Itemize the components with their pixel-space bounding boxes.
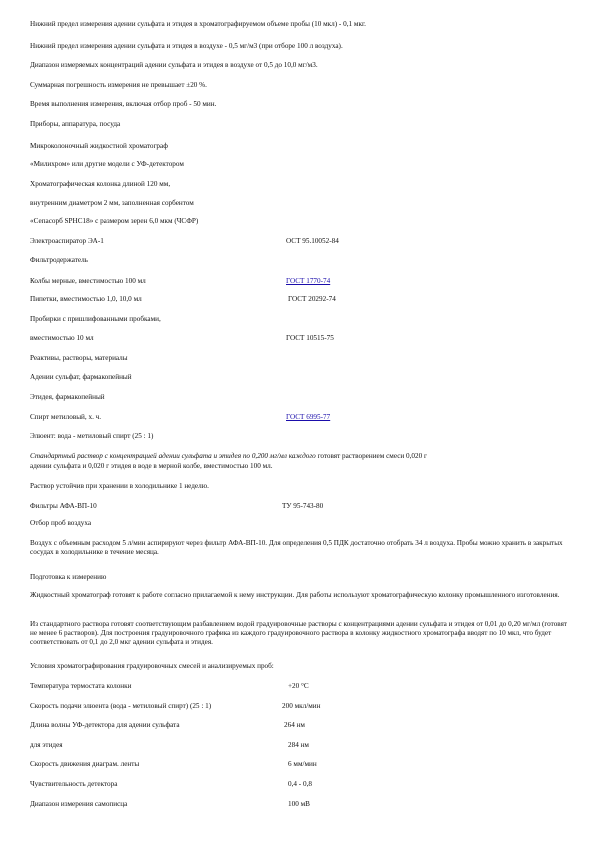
condition-value: 0,4 - 0,8 xyxy=(288,780,312,788)
aspirator: Электроаспиратор ЭА-1 xyxy=(30,237,104,245)
filter-holder: Фильтродержатель xyxy=(30,256,88,264)
equipment-line-1: Микроколоночный жидкостной хроматограф xyxy=(30,142,168,150)
condition-label: Чувствительность детектора xyxy=(30,780,118,788)
sampling-heading: Отбор проб воздуха xyxy=(30,519,92,527)
condition-value: 284 нм xyxy=(288,741,309,749)
condition-value: 6 мм/мин xyxy=(288,760,317,768)
solution-stability: Раствор устойчив при хранении в холодильнике 1 неделю. xyxy=(30,482,209,490)
pipettes: Пипетки, вместимостью 1,0, 10,0 мл xyxy=(30,295,142,303)
equipment-line-4: внутренним диаметром 2 мм, заполненная сорбентом xyxy=(30,199,194,207)
reagent-3: Спирт метиловый, х. ч. xyxy=(30,413,102,421)
tubes-capacity: вместимостью 10 мл xyxy=(30,334,94,342)
reagents-heading: Реактивы, растворы, материалы xyxy=(30,354,128,362)
equipment-line-2: «Милихром» или другие модели с УФ-детектором xyxy=(30,160,184,168)
preparation-paragraph-2: Из стандартного раствора готовят соответствующим разбавлением водой градуировочные растворы с концентрациями адении сульфата и этидея от 0,01 до 0,20 мг/мл (готовят не менее 6 растворов). Для построения градуировочного графика из каждого градуировочного раствора в колонку жидкостного хроматографа вводят по 10 мкл, что будет соответствовать от 0,1 до 2,0 мкг адении сульфата и этидея. xyxy=(30,620,568,646)
total-error: Суммарная погрешность измерения не превышает ±20 %. xyxy=(30,81,207,89)
equipment-line-3: Хроматографическая колонка длиной 120 мм, xyxy=(30,180,171,188)
standard-solution-line-2: адении сульфата и 0,020 г этидея в воде в мерной колбе, вместимостью 100 мл. xyxy=(30,462,273,470)
tubes-standard: ГОСТ 10515-75 xyxy=(286,334,334,342)
preparation-paragraph-1: Жидкостный хроматограф готовят к работе согласно прилагаемой к нему инструкции. Для работы используют хроматографическую колонку промышленного изготовления. xyxy=(30,591,560,599)
condition-label: Скорость движения диаграм. ленты xyxy=(30,760,140,768)
measurement-range: Диапазон измеряемых концентраций адении сульфата и этидея в воздухе от 0,5 до 10,0 мг/м3. xyxy=(30,61,318,69)
methanol-standard-link[interactable]: ГОСТ 6995-77 xyxy=(286,413,331,421)
flasks-standard-link[interactable]: ГОСТ 1770-74 xyxy=(286,277,331,285)
tubes: Пробирки с пришлифованными пробками, xyxy=(30,315,161,323)
condition-value: +20 °С xyxy=(288,682,309,690)
lower-limit-air: Нижний предел измерения адении сульфата и этидея в воздухе - 0,5 мг/м3 (при отборе 100 л воздуха). xyxy=(30,42,343,50)
condition-label: Диапазон измерения самописца xyxy=(30,800,128,808)
reagent-1: Адении сульфат, фармакопейный xyxy=(30,373,132,381)
aspirator-standard: ОСТ 95.10052-84 xyxy=(286,237,339,245)
filters: Фильтры АФА-ВП-10 xyxy=(30,502,97,510)
condition-value: 100 мВ xyxy=(288,800,310,808)
condition-value: 200 мкл/мин xyxy=(282,702,321,710)
standard-solution-italic: Стандартный раствор с концентрацией адении сульфата и этидея по 0,200 мг/мл каждого xyxy=(30,452,316,460)
filters-standard: ТУ 95-743-80 xyxy=(282,502,324,510)
reagent-2: Этидея, фармакопейный xyxy=(30,393,105,401)
equipment-line-5: «Сепасорб SPHC18» с размером зерен 6,0 мкм (ЧСФР) xyxy=(30,217,199,225)
sampling-text: Воздух с объемным расходом 5 л/мин аспирируют через фильтр АФА-ВП-10. Для определения 0,5 ПДК достаточно отобрать 34 л воздуха. Пробы можно хранить в закрытых сосудах в холодильнике в течение месяца. xyxy=(30,539,563,556)
standard-solution-rest: готовят растворением смеси 0,020 г xyxy=(317,452,427,460)
condition-value: 264 нм xyxy=(284,721,305,729)
standard-solution-line-1 xyxy=(30,452,427,461)
flasks: Колбы мерные, вместимостью 100 мл xyxy=(30,277,146,285)
pipettes-standard: ГОСТ 20292-74 xyxy=(288,295,336,303)
conditions-heading: Условия хроматографирования градуировочных смесей и анализируемых проб: xyxy=(30,662,274,670)
eluent: Элюент: вода - метиловый спирт (25 : 1) xyxy=(30,432,154,440)
condition-label: Скорость подачи элюента (вода - метиловый спирт) (25 : 1) xyxy=(30,702,212,710)
condition-label: Температура термостата колонки xyxy=(30,682,132,690)
preparation-heading: Подготовка к измерению xyxy=(30,573,107,581)
condition-label: для этидея xyxy=(30,741,63,749)
equipment-heading: Приборы, аппаратура, посуда xyxy=(30,120,121,128)
condition-label: Длина волны УФ-детектора для адении сульфата xyxy=(30,721,180,729)
lower-limit-sample: Нижний предел измерения адении сульфата и этидея в хроматографируемом объеме пробы (10 мкл) - 0,1 мкг. xyxy=(30,20,366,28)
measurement-time: Время выполнения измерения, включая отбор проб - 50 мин. xyxy=(30,100,217,108)
